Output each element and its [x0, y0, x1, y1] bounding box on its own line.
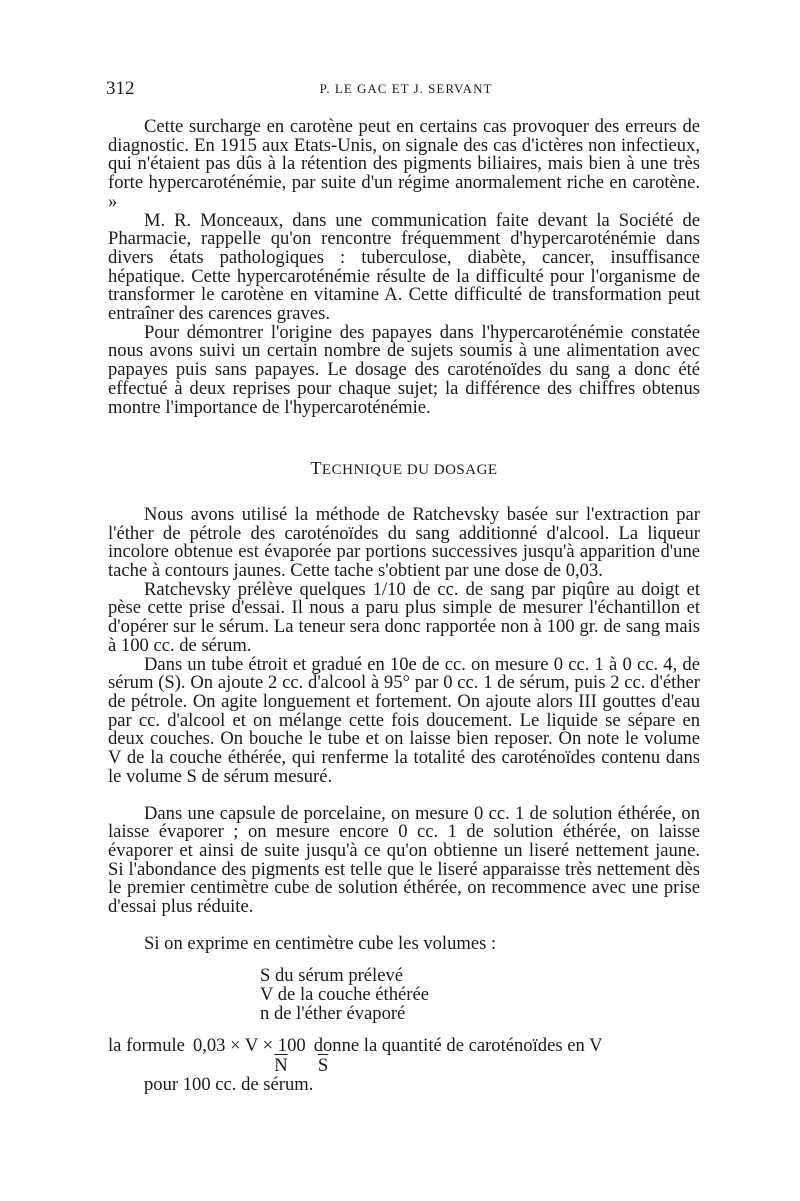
- formula-result: donne la quantité de caroténoïdes en V: [313, 1035, 603, 1057]
- spacer: [108, 787, 700, 805]
- section-title-rest: ECHNIQUE DU DOSAGE: [321, 462, 498, 479]
- running-head: P. LE GAC ET J. SERVANT: [319, 81, 493, 96]
- denominator-s: $\overline{S}$: [317, 1055, 329, 1077]
- variable-item: V de la couche éthérée: [260, 984, 429, 1006]
- formula-line: [108, 1037, 700, 1056]
- formula-lead: la formule: [108, 1035, 185, 1057]
- variable-item: S du sérum prélevé: [260, 965, 404, 987]
- final-line: pour 100 cc. de sérum.: [144, 1074, 314, 1096]
- paragraph: M. R. Monceaux, dans une communication faite devant la Société de Pharmacie, rappelle qu'on rencontre fréquemment d'hypercaroténémie dans divers états pathologiques : tuberculose, diabète, cancer, insuffisance hépatique. Cette hypercaroténémie résulte de la difficulté pour l'organisme de transformer le carotène en vitamine A. Cette difficulté de transformation peut entraîner des carences graves.: [108, 209, 700, 325]
- paragraph: Dans un tube étroit et gradué en 10e de cc. on mesure 0 cc. 1 à 0 cc. 4, de sérum (S). On ajoute 2 cc. d'alcool à 95° par 0 cc. 1 de sérum, puis 2 cc. d'éther de pétrole. On agite longuement et fortement. On ajoute alors III gouttes d'eau par cc. d'alcool et on mélange cette fois doucement. Le liquide se sépare en deux couches. On bouche le tube et on laisse bien reposer. On note le volume V de la couche éthérée, qui renferme la totalité des caroténoïdes contenu dans le volume S de sérum mesuré.: [108, 653, 700, 787]
- denominator-n: $\overline{N}$: [274, 1055, 288, 1077]
- paragraph: Cette surcharge en carotène peut en certains cas provoquer des erreurs de diagnostic. En 1915 aux Etats-Unis, on signale des cas d'ictères non infectieux, qui n'étaient pas dûs à la rétention des pigments biliaires, mais bien à une très forte hypercaroténémie, par suite d'un régime anormalement riche en carotène. »: [108, 116, 700, 212]
- variables-intro: Si on exprime en centimètre cube les volumes :: [144, 932, 497, 954]
- paragraph: Pour démontrer l'origine des papayes dans l'hypercaroténémie constatée nous avons suivi un certain nombre de sujets soumis à une alimentation avec papayes puis sans papayes. Le dosage des caroténoïdes du sang a donc été effectué à deux reprises pour chaque sujet; la différence des chiffres obtenus montre l'importance de l'hypercaroténémie.: [108, 321, 700, 418]
- formula-denominators: [258, 1056, 700, 1076]
- variable-list: [260, 966, 700, 1023]
- formula-expression: 0,03 × V × 100: [192, 1035, 306, 1057]
- page-header: [106, 78, 706, 102]
- section-title-initial: T: [310, 458, 322, 479]
- paragraph: Dans une capsule de porcelaine, on mesure 0 cc. 1 de solution éthérée, on laisse évaporer ; on mesure encore 0 cc. 1 de solution éthérée, on laisse évaporer et ainsi de suite jusqu'à ce qu'on obtienne un liseré nettement jaune. Si l'abondance des pigments est telle que le liseré apparaisse très nettement dès le premier centimètre cube de solution éthérée, on recommence avec une prise d'essai plus réduite.: [108, 802, 700, 918]
- page-number: 312: [106, 78, 135, 99]
- paragraph: Ratchevsky prélève quelques 1/10 de cc. de sang par piqûre au doigt et pèse cette prise d'essai. Il nous a paru plus simple de mesurer l'échantillon et d'opérer sur le sérum. La teneur sera donc rapportée non à 100 gr. de sang mais à 100 cc. de sérum.: [108, 578, 700, 656]
- variable-item: n de l'éther évaporé: [260, 1003, 406, 1025]
- paragraph: Nous avons utilisé la méthode de Ratchevsky basée sur l'extraction par l'éther de pétrole des caroténoïdes du sang additionné d'alcool. La liqueur incolore obtenue est évaporée par portions successives jusqu'à apparition d'une tache à contours jaunes. Cette tache s'obtient par une dose de 0,03.: [108, 503, 700, 582]
- article-body: [108, 118, 700, 1095]
- section-title: [108, 459, 700, 480]
